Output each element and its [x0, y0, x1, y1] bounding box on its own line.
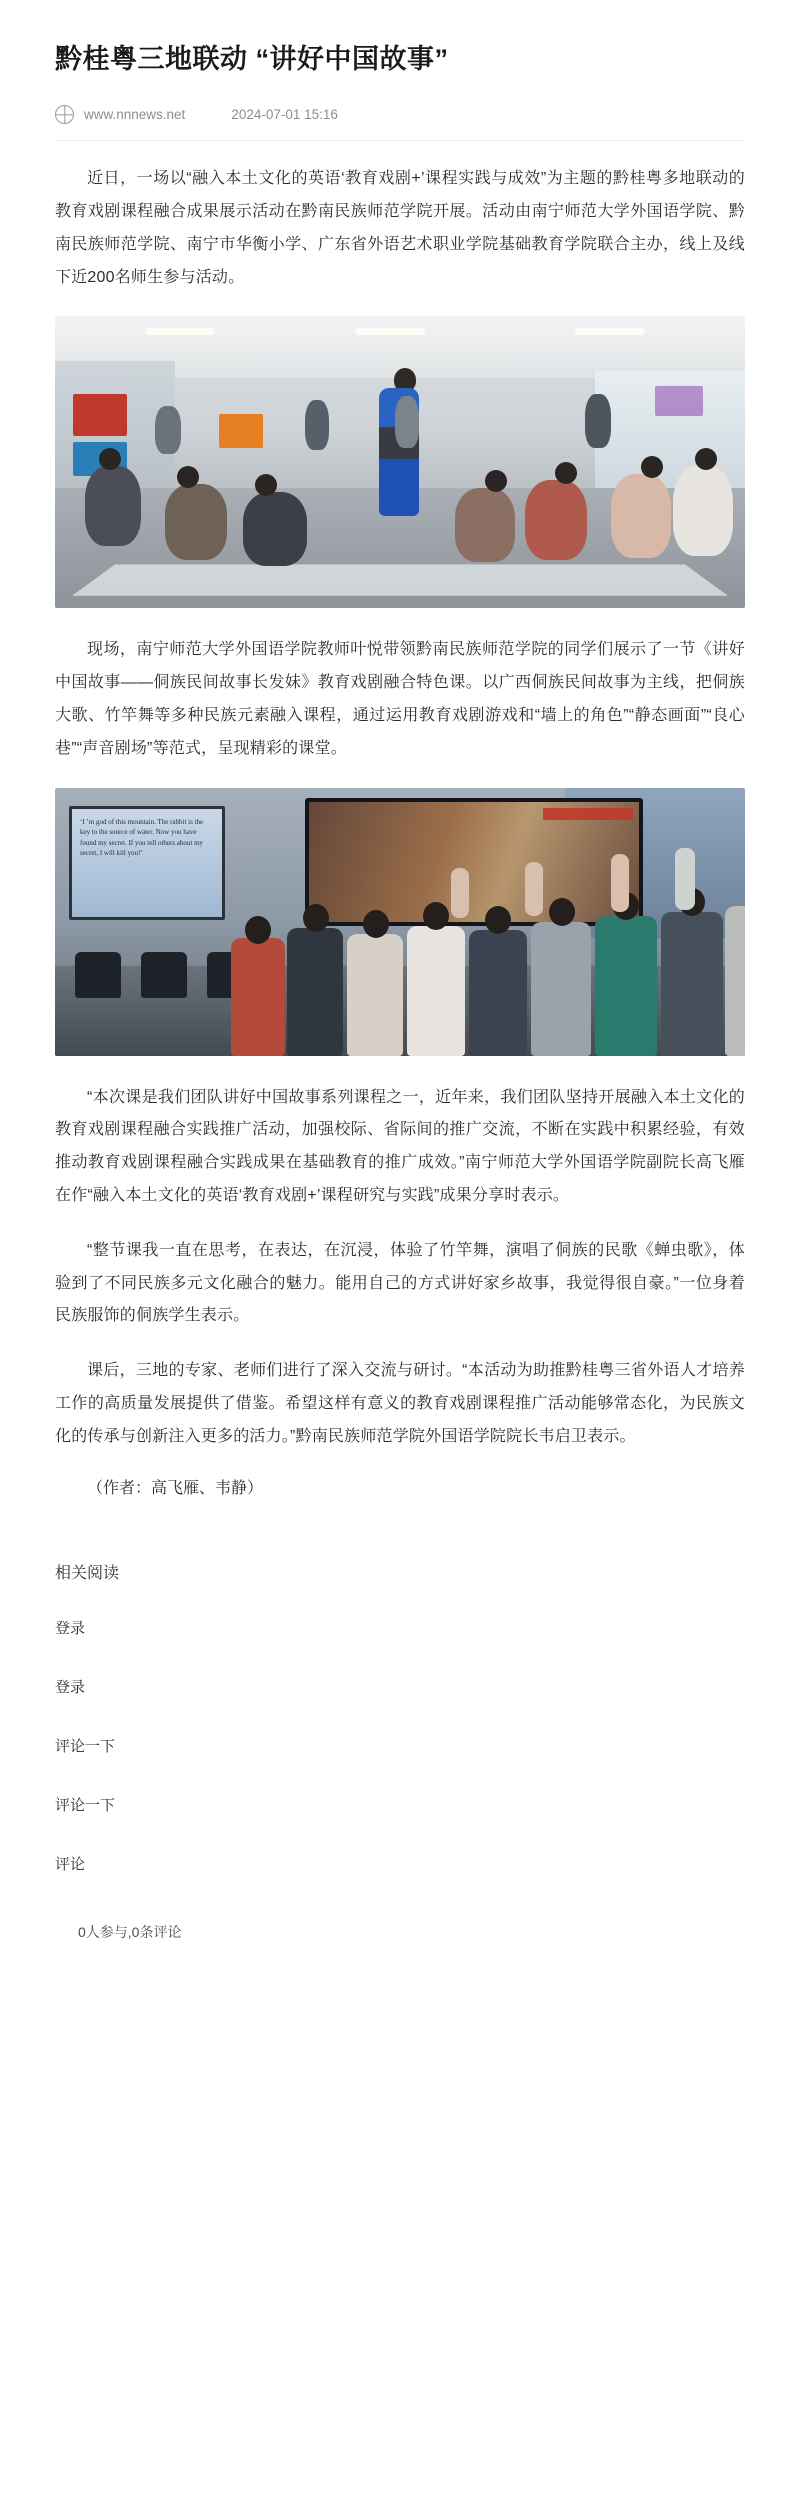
- photo2-raised-arm: [451, 868, 469, 918]
- photo2-student: [287, 928, 343, 1056]
- article-paragraph-1: 近日，一场以“融入本土文化的英语‘教育戏剧+’课程实践与成效”为主题的黔桂粤多地联动的教育戏剧课程融合成果展示活动在黔南民族师范学院开展。活动由南宁师范大学外国语学院、黔南民族师范学院、南宁市华衡小学、广东省外语艺术职业学院基础教育学院联合主办，线上及线下近200名师生参与活动。: [55, 170, 745, 286]
- photo1-student: [611, 474, 671, 558]
- photo2-student: [469, 930, 527, 1056]
- photo2-screen-text: ‘I ’m god of this mountain. The rabbit is the key to the source of water. Now you have found my secret. If you tell others about my secret, I will kill you!’: [80, 817, 204, 858]
- article-meta: [55, 105, 745, 124]
- related-heading: 相关阅读: [55, 1565, 120, 1583]
- photo2-tv-banner: [543, 808, 633, 820]
- photo2-tv-image: [309, 802, 639, 922]
- photo1-student: [243, 492, 307, 566]
- comment-stats: 0人参与,0条评论: [78, 1924, 182, 1941]
- article-source: www.nnnews.net: [84, 107, 186, 123]
- article-author-line: （作者：高飞雁、韦静）: [87, 1480, 264, 1498]
- article-timestamp: 2024-07-01 15:16: [231, 107, 338, 123]
- photo2-student: [407, 926, 465, 1056]
- comment-prompt-2[interactable]: 评论一下: [55, 1797, 116, 1815]
- related-section: [0, 1526, 800, 1874]
- photo2-chair: [75, 952, 121, 998]
- article-paragraph-5: 课后，三地的专家、老师们进行了深入交流与研讨。“本活动为助推黔桂粤三省外语人才培养工作的高质量发展提供了借鉴。希望这样有意义的教育戏剧课程推广活动能够常态化，为民族文化的传承与创新注入更多的活力。”黔南民族师范学院外国语学院院长韦启卫表示。: [55, 1362, 745, 1445]
- photo2-raised-arm: [525, 862, 543, 916]
- login-link-1[interactable]: 登录: [55, 1620, 86, 1638]
- photo2-projection-screen: [69, 806, 225, 920]
- photo2-student: [661, 912, 723, 1056]
- photo1-ceiling-light: [575, 328, 645, 335]
- photo1-background-figure: [585, 394, 611, 448]
- photo1-background-figure: [305, 400, 329, 450]
- photo2-student-head: [363, 910, 389, 938]
- photo1-student: [85, 466, 141, 546]
- photo1-ceiling-light: [355, 328, 425, 335]
- students-interaction-photo: [55, 788, 745, 1056]
- photo2-raised-arm: [611, 854, 629, 912]
- page-title: 黔桂粤三地联动 “讲好中国故事”: [55, 44, 449, 74]
- photo2-student-head: [485, 906, 511, 934]
- globe-icon: [55, 105, 74, 124]
- photo2-chair: [141, 952, 187, 998]
- comment-prompt-1[interactable]: 评论一下: [55, 1738, 116, 1756]
- photo2-student: [725, 906, 745, 1056]
- photo2-student: [531, 922, 591, 1056]
- photo2-raised-arm: [675, 848, 695, 910]
- photo2-student: [347, 934, 403, 1056]
- comment-link[interactable]: 评论: [55, 1856, 86, 1874]
- photo1-student: [673, 466, 733, 556]
- photo2-student: [595, 916, 657, 1056]
- photo1-background-figure: [155, 406, 181, 454]
- photo1-ceiling-light: [145, 328, 215, 335]
- article-paragraph-4: “整节课我一直在思考，在表达，在沉浸，体验了竹竿舞，演唱了侗族的民歌《蝉虫歌》，体验到了不同民族多元文化融合的魅力。能用自己的方式讲好家乡故事，我觉得很自豪。”一位身着民族服饰的侗族学生表示。: [55, 1241, 745, 1325]
- photo2-student-head: [245, 916, 271, 944]
- classroom-drama-photo: [55, 316, 745, 608]
- meta-divider: [55, 140, 745, 141]
- article-paragraph-2: 现场，南宁师范大学外国语学院教师叶悦带领黔南民族师范学院的同学们展示了一节《讲好中国故事——侗族民间故事长发妹》教育戏剧融合特色课。以广西侗族民间故事为主线，把侗族大歌、竹竿舞等多种民族元素融入课程，通过运用教育戏剧游戏和“墙上的角色”“静态画面”“良心巷”“声音剧场”等范式，呈现精彩的课堂。: [55, 641, 745, 757]
- article-figure-2: [55, 788, 745, 1056]
- photo2-student-head: [549, 898, 575, 926]
- photo2-student-head: [423, 902, 449, 930]
- photo2-student: [231, 938, 285, 1056]
- photo1-student: [455, 488, 515, 562]
- photo1-poster: [73, 394, 127, 436]
- photo2-tv-display: [305, 798, 643, 926]
- photo1-student: [525, 480, 587, 560]
- article-paragraph-3: “本次课是我们团队讲好中国故事系列课程之一，近年来，我们团队坚持开展融入本土文化的教育戏剧课程融合实践推广活动，加强校际、省际间的推广交流，不断在实践中积累经验，有效推动教育戏剧课程融合实践成果在基础教育的推广成效。”南宁师范大学外国语学院副院长高飞雁在作“融入本土文化的英语‘教育戏剧+’课程研究与实践”成果分享时表示。: [55, 1088, 745, 1204]
- photo1-background-figure: [395, 396, 419, 448]
- login-link-2[interactable]: 登录: [55, 1679, 86, 1697]
- photo1-poster: [655, 386, 703, 416]
- article-figure-1: [55, 316, 745, 608]
- photo1-student: [165, 484, 227, 560]
- photo1-student-head: [555, 462, 577, 484]
- photo2-student-head: [303, 904, 329, 932]
- photo1-poster: [219, 414, 263, 448]
